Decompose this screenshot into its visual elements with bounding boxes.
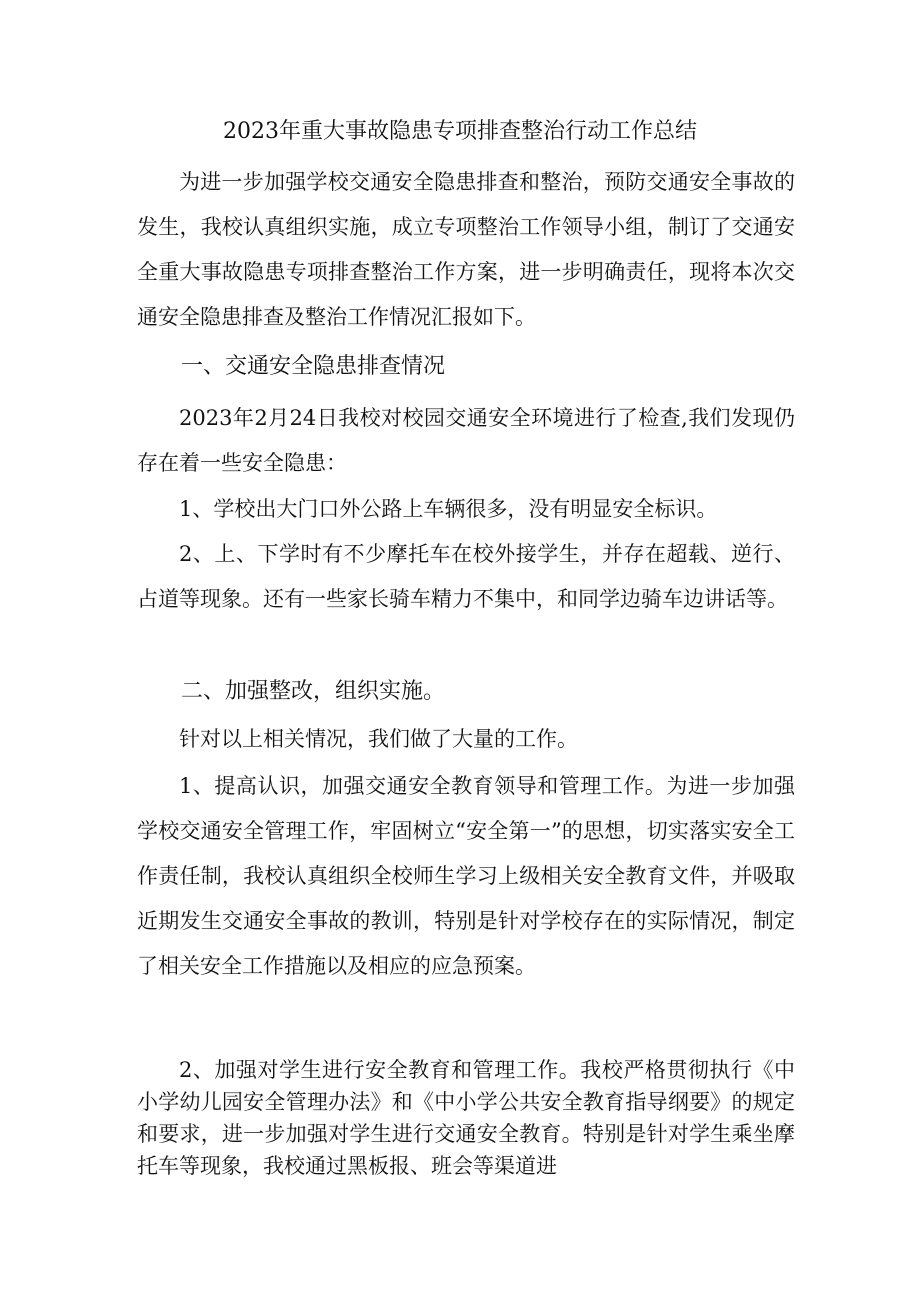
section-1-paragraph: 2023年2月24日我校对校园交通安全环境进行了检查,我们发现仍存在着一些安全隐患： bbox=[137, 406, 795, 475]
section-1-item-1: 1、学校出大门口外公路上车辆很多，没有明显安全标识。 bbox=[179, 497, 718, 521]
section-1-item-2: 2、上、下学时有不少摩托车在校外接学生，并存在超载、逆行、占道等现象。还有一些家长骑车精力不集中，和同学边骑车边讲话等。 bbox=[137, 542, 795, 611]
document-title: 2023年重大事故隐患专项排查整治行动工作总结 bbox=[223, 119, 697, 144]
intro-paragraph: 为进一步加强学校交通安全隐患排查和整治，预防交通安全事故的发生，我校认真组织实施，成立专项整治工作领导小组，制订了交通安全重大事故隐患专项排查整治工作方案，进一步明确责任，现将本次交通安全隐患排查及整治工作情况汇报如下。 bbox=[137, 170, 795, 329]
section-1-heading: 一、交通安全隐患排查情况 bbox=[181, 354, 446, 379]
section-2-item-1: 1、提高认识，加强交通安全教育领导和管理工作。为进一步加强学校交通安全管理工作，牢固树立“安全第一”的思想，切实落实安全工作责任制，我校认真组织全校师生学习上级相关安全教育文件，并吸取近期发生交通安全事故的教训，特别是针对学校存在的实际情况，制定了相关安全工作措施以及相应的应急预案。 bbox=[137, 774, 795, 978]
section-2-paragraph: 针对以上相关情况，我们做了大量的工作。 bbox=[179, 727, 578, 751]
section-2-item-2: 2、加强对学生进行安全教育和管理工作。我校严格贯彻执行《中小学幼儿园安全管理办法》和《中小学公共安全教育指导纲要》的规定和要求，进一步加强对学生进行交通安全教育。特别是针对学生乘坐摩托车等现象，我校通过黑板报、班会等渠道进 bbox=[137, 1058, 795, 1178]
section-2-heading: 二、加强整改，组织实施。 bbox=[181, 679, 446, 704]
